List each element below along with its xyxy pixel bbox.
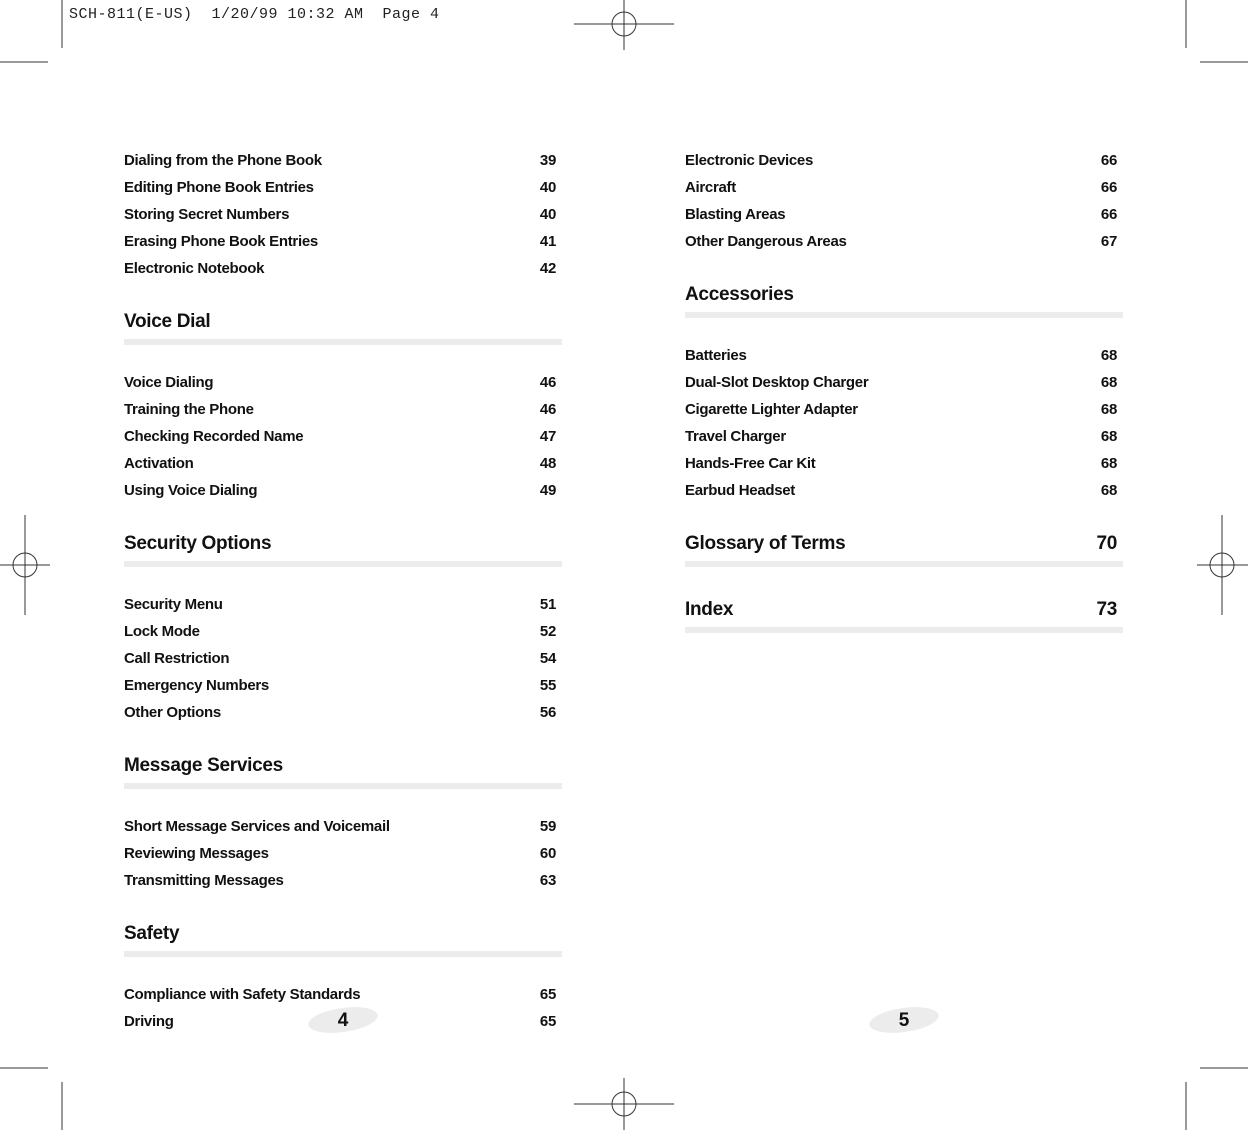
section-heading-title: Glossary of Terms <box>685 533 846 554</box>
toc-entry-title: Activation <box>124 455 194 472</box>
section-heading-voice-dial[interactable]: Voice Dial <box>124 311 211 332</box>
toc-entry-page: 68 <box>1100 428 1117 445</box>
toc-entry-title: Cigarette Lighter Adapter <box>685 401 858 418</box>
toc-right-page <box>685 150 1123 633</box>
toc-entry[interactable] <box>685 426 1123 453</box>
toc-entry-page: 49 <box>539 482 556 499</box>
toc-entry[interactable] <box>124 870 562 897</box>
toc-entry-page: 59 <box>539 818 556 835</box>
section-heading-index[interactable] <box>685 595 1123 627</box>
page-number-right: 5 <box>869 1006 939 1034</box>
toc-entry-page: 68 <box>1100 401 1117 418</box>
toc-entry-title: Dialing from the Phone Book <box>124 152 322 169</box>
page-number-left: 4 <box>308 1006 378 1034</box>
toc-entry-page: 41 <box>539 233 556 250</box>
toc-entry-title: Batteries <box>685 347 747 364</box>
toc-entry-page: 48 <box>539 455 556 472</box>
toc-entry-page: 68 <box>1100 347 1117 364</box>
section-heading-security-options[interactable]: Security Options <box>124 533 272 554</box>
toc-entry-page: 42 <box>539 260 556 277</box>
toc-entry[interactable] <box>124 816 562 843</box>
toc-entry[interactable] <box>124 594 562 621</box>
toc-entry-page: 65 <box>539 986 556 1003</box>
toc-entry[interactable] <box>124 204 562 231</box>
section-rule <box>685 561 1123 567</box>
toc-entry-title: Electronic Devices <box>685 152 814 169</box>
toc-entry-title: Lock Mode <box>124 623 200 640</box>
toc-entry-title: Reviewing Messages <box>124 845 269 862</box>
toc-entry-title: Using Voice Dialing <box>124 482 258 499</box>
toc-entry-title: Erasing Phone Book Entries <box>124 233 318 250</box>
toc-entry-title: Electronic Notebook <box>124 260 265 277</box>
toc-entry[interactable] <box>124 702 562 729</box>
toc-entry[interactable] <box>124 231 562 258</box>
toc-entry-page: 46 <box>539 401 556 418</box>
toc-entry-page: 51 <box>539 596 556 613</box>
section-rule <box>124 783 562 789</box>
toc-entry-page: 68 <box>1100 455 1117 472</box>
toc-entry-title: Editing Phone Book Entries <box>124 179 314 196</box>
toc-entry-page: 68 <box>1100 374 1117 391</box>
toc-entry-title: Checking Recorded Name <box>124 428 304 445</box>
toc-entry[interactable] <box>124 675 562 702</box>
toc-entry-title: Other Options <box>124 704 221 721</box>
section-rule <box>685 312 1123 318</box>
section-heading-title: Index <box>685 599 734 620</box>
toc-entry-page: 66 <box>1100 179 1117 196</box>
toc-entry-title: Training the Phone <box>124 401 254 418</box>
section-heading-glossary[interactable] <box>685 529 1123 561</box>
toc-entry-title: Hands-Free Car Kit <box>685 455 816 472</box>
toc-entry-page: 40 <box>539 206 556 223</box>
section-rule <box>124 951 562 957</box>
toc-entry[interactable] <box>124 843 562 870</box>
toc-entry-title: Transmitting Messages <box>124 872 284 889</box>
toc-entry-title: Other Dangerous Areas <box>685 233 847 250</box>
toc-entry[interactable] <box>124 399 562 426</box>
toc-entry[interactable] <box>124 480 562 507</box>
toc-entry[interactable] <box>124 150 562 177</box>
toc-entry-page: 65 <box>539 1013 556 1030</box>
toc-entry-page: 56 <box>539 704 556 721</box>
toc-entry-title: Compliance with Safety Standards <box>124 986 361 1003</box>
toc-entry[interactable] <box>685 480 1123 507</box>
section-heading-accessories[interactable]: Accessories <box>685 284 794 305</box>
toc-left-page <box>124 150 562 1038</box>
section-heading-safety[interactable]: Safety <box>124 923 180 944</box>
toc-entry-title: Blasting Areas <box>685 206 786 223</box>
toc-entry-title: Driving <box>124 1013 174 1030</box>
toc-entry-page: 40 <box>539 179 556 196</box>
toc-entry[interactable] <box>124 426 562 453</box>
toc-entry-page: 67 <box>1100 233 1117 250</box>
toc-entry[interactable] <box>685 345 1123 372</box>
section-rule <box>124 339 562 345</box>
toc-entry-page: 46 <box>539 374 556 391</box>
toc-entry-page: 47 <box>539 428 556 445</box>
toc-entry-page: 66 <box>1100 206 1117 223</box>
toc-entry-page: 66 <box>1100 152 1117 169</box>
toc-entry[interactable] <box>685 204 1123 231</box>
toc-entry-title: Emergency Numbers <box>124 677 269 694</box>
section-rule <box>685 627 1123 633</box>
print-slug-line: SCH-811(E-US) 1/20/99 10:32 AM Page 4 <box>69 6 440 23</box>
toc-entry-title: Dual-Slot Desktop Charger <box>685 374 869 391</box>
toc-entry-title: Aircraft <box>685 179 736 196</box>
toc-entry[interactable] <box>124 177 562 204</box>
toc-entry[interactable] <box>685 399 1123 426</box>
toc-entry[interactable] <box>124 621 562 648</box>
toc-entry-title: Voice Dialing <box>124 374 214 391</box>
toc-entry-title: Storing Secret Numbers <box>124 206 290 223</box>
toc-entry-page: 52 <box>539 623 556 640</box>
toc-entry-title: Earbud Headset <box>685 482 795 499</box>
section-heading-page: 73 <box>1096 599 1117 620</box>
toc-entry[interactable] <box>685 150 1123 177</box>
toc-entry-title: Short Message Services and Voicemail <box>124 818 390 835</box>
toc-entry-page: 39 <box>539 152 556 169</box>
toc-entry[interactable] <box>685 372 1123 399</box>
toc-entry-page: 68 <box>1100 482 1117 499</box>
toc-entry-title: Security Menu <box>124 596 223 613</box>
section-rule <box>124 561 562 567</box>
toc-entry-page: 55 <box>539 677 556 694</box>
toc-entry-page: 63 <box>539 872 556 889</box>
toc-entry[interactable] <box>685 453 1123 480</box>
section-heading-message-services[interactable]: Message Services <box>124 755 283 776</box>
toc-entry[interactable] <box>124 372 562 399</box>
toc-entry-page: 60 <box>539 845 556 862</box>
toc-entry-title: Travel Charger <box>685 428 786 445</box>
toc-entry[interactable] <box>685 177 1123 204</box>
toc-entry[interactable] <box>685 231 1123 258</box>
toc-entry-page: 54 <box>539 650 556 667</box>
toc-entry[interactable] <box>124 648 562 675</box>
section-heading-page: 70 <box>1096 533 1117 554</box>
toc-entry-title: Call Restriction <box>124 650 230 667</box>
toc-entry[interactable] <box>124 453 562 480</box>
toc-entry[interactable] <box>124 258 562 285</box>
